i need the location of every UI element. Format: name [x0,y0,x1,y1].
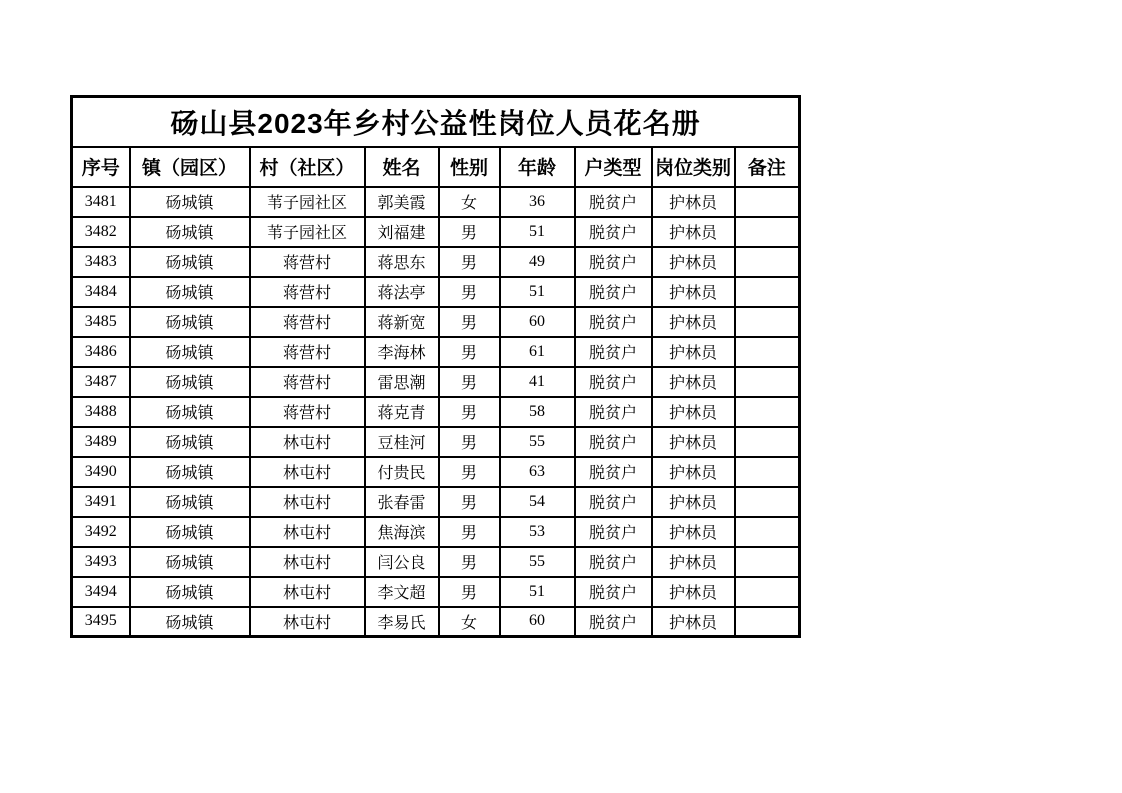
table-cell: 脱贫户 [575,427,652,457]
table-cell: 付贵民 [365,457,439,487]
table-cell: 3489 [72,427,130,457]
table-cell: 3485 [72,307,130,337]
table-cell: 3490 [72,457,130,487]
table-cell: 砀城镇 [130,607,250,637]
table-cell: 女 [439,607,500,637]
table-cell [735,247,800,277]
table-row [72,397,800,427]
table-cell: 男 [439,367,500,397]
table-cell: 51 [500,217,575,247]
table-cell [735,187,800,217]
table-row [72,427,800,457]
table-cell: 林屯村 [250,427,365,457]
table-cell: 张春雷 [365,487,439,517]
table-cell: 林屯村 [250,577,365,607]
table-cell: 男 [439,547,500,577]
table-cell: 54 [500,487,575,517]
table-cell: 护林员 [652,487,735,517]
table-cell: 护林员 [652,607,735,637]
table-cell [735,517,800,547]
table-cell: 焦海滨 [365,517,439,547]
table-cell: 护林员 [652,307,735,337]
table-cell: 脱贫户 [575,577,652,607]
column-header: 备注 [735,147,800,187]
table-cell [735,307,800,337]
table-cell: 砀城镇 [130,457,250,487]
table-cell: 3495 [72,607,130,637]
title-row [72,97,800,147]
table-row [72,277,800,307]
table-cell: 砀城镇 [130,187,250,217]
table-cell: 脱贫户 [575,487,652,517]
table-cell: 苇子园社区 [250,217,365,247]
column-header: 姓名 [365,147,439,187]
table-cell [735,457,800,487]
table-cell: 蒋克青 [365,397,439,427]
table-cell: 砀城镇 [130,307,250,337]
table-cell: 53 [500,517,575,547]
table-cell: 护林员 [652,187,735,217]
table-cell: 男 [439,247,500,277]
table-cell [735,547,800,577]
table-cell: 蒋营村 [250,307,365,337]
table-cell: 3494 [72,577,130,607]
table-cell: 护林员 [652,457,735,487]
table-cell: 脱贫户 [575,397,652,427]
table-cell: 蒋营村 [250,247,365,277]
table-cell: 护林员 [652,547,735,577]
table-cell: 砀城镇 [130,367,250,397]
table-cell: 蒋营村 [250,397,365,427]
table-cell: 脱贫户 [575,187,652,217]
table-cell: 55 [500,427,575,457]
roster-table [70,95,801,638]
table-cell [735,487,800,517]
table-cell: 3491 [72,487,130,517]
table-cell: 砀城镇 [130,427,250,457]
table-row [72,307,800,337]
table-cell: 男 [439,307,500,337]
table-cell: 男 [439,517,500,547]
table-row [72,547,800,577]
table-cell [735,427,800,457]
table-cell: 护林员 [652,367,735,397]
table-cell: 砀城镇 [130,247,250,277]
table-cell: 脱贫户 [575,277,652,307]
table-cell [735,577,800,607]
table-cell: 男 [439,337,500,367]
table-cell [735,217,800,247]
table-cell: 苇子园社区 [250,187,365,217]
table-cell: 蒋思东 [365,247,439,277]
table-cell: 砀城镇 [130,277,250,307]
table-cell: 蒋法亭 [365,277,439,307]
table-cell: 砀城镇 [130,547,250,577]
table-cell: 63 [500,457,575,487]
table-cell: 砀城镇 [130,517,250,547]
table-cell: 49 [500,247,575,277]
table-cell: 男 [439,427,500,457]
table-cell: 刘福建 [365,217,439,247]
column-header: 年龄 [500,147,575,187]
table-cell: 砀城镇 [130,487,250,517]
table-cell: 砀城镇 [130,397,250,427]
table-row [72,187,800,217]
table-cell: 砀城镇 [130,337,250,367]
column-header: 村（社区） [250,147,365,187]
table-cell: 58 [500,397,575,427]
table-cell: 3488 [72,397,130,427]
table-cell [735,367,800,397]
table-cell: 51 [500,577,575,607]
table-cell: 男 [439,457,500,487]
table-cell: 3484 [72,277,130,307]
table-cell: 豆桂河 [365,427,439,457]
column-header: 户类型 [575,147,652,187]
table-cell: 护林员 [652,337,735,367]
table-cell: 蒋营村 [250,337,365,367]
table-cell: 3493 [72,547,130,577]
table-body [72,187,800,637]
table-row [72,457,800,487]
table-cell: 护林员 [652,277,735,307]
table-cell: 护林员 [652,247,735,277]
table-cell: 蒋营村 [250,367,365,397]
table-cell: 男 [439,577,500,607]
table-cell [735,607,800,637]
table-cell: 脱贫户 [575,247,652,277]
table-cell: 3482 [72,217,130,247]
column-header: 性别 [439,147,500,187]
table-cell: 3486 [72,337,130,367]
table-cell: 脱贫户 [575,457,652,487]
table-cell: 3492 [72,517,130,547]
table-row [72,367,800,397]
table-cell: 脱贫户 [575,547,652,577]
table-cell: 林屯村 [250,487,365,517]
table-row [72,487,800,517]
table-header-row [72,147,800,187]
table-cell: 护林员 [652,577,735,607]
table-row [72,217,800,247]
table-cell: 61 [500,337,575,367]
table-cell: 男 [439,277,500,307]
table-cell: 脱贫户 [575,337,652,367]
table-cell: 李海林 [365,337,439,367]
table-cell [735,397,800,427]
table-cell: 3483 [72,247,130,277]
table-cell: 护林员 [652,517,735,547]
table-cell: 脱贫户 [575,217,652,247]
table-cell: 男 [439,217,500,247]
table-cell: 砀城镇 [130,217,250,247]
table-row [72,247,800,277]
table-cell [735,337,800,367]
table-row [72,517,800,547]
table-cell: 闫公良 [365,547,439,577]
table-cell: 护林员 [652,397,735,427]
table-cell: 36 [500,187,575,217]
table-cell: 林屯村 [250,457,365,487]
column-header: 序号 [72,147,130,187]
table-cell: 55 [500,547,575,577]
table-cell: 雷思潮 [365,367,439,397]
table-cell: 脱贫户 [575,307,652,337]
table-cell: 41 [500,367,575,397]
column-header: 镇（园区） [130,147,250,187]
table-row [72,337,800,367]
table-cell: 51 [500,277,575,307]
table-cell: 李文超 [365,577,439,607]
table-row [72,577,800,607]
page-title: 砀山县2023年乡村公益性岗位人员花名册 [72,97,800,147]
table-cell: 女 [439,187,500,217]
table-cell: 护林员 [652,427,735,457]
table-cell: 护林员 [652,217,735,247]
table-cell: 郭美霞 [365,187,439,217]
table-cell: 男 [439,487,500,517]
table-cell: 蒋新宽 [365,307,439,337]
table-cell: 林屯村 [250,517,365,547]
column-header: 岗位类别 [652,147,735,187]
table-cell: 3487 [72,367,130,397]
table-cell: 男 [439,397,500,427]
table-cell: 砀城镇 [130,577,250,607]
table-cell [735,277,800,307]
table-cell: 60 [500,307,575,337]
table-cell: 李易氏 [365,607,439,637]
table-cell: 蒋营村 [250,277,365,307]
table-cell: 脱贫户 [575,367,652,397]
table-cell: 3481 [72,187,130,217]
table-cell: 林屯村 [250,607,365,637]
table-cell: 60 [500,607,575,637]
table-cell: 脱贫户 [575,517,652,547]
table-cell: 脱贫户 [575,607,652,637]
table-row [72,607,800,637]
table-cell: 林屯村 [250,547,365,577]
